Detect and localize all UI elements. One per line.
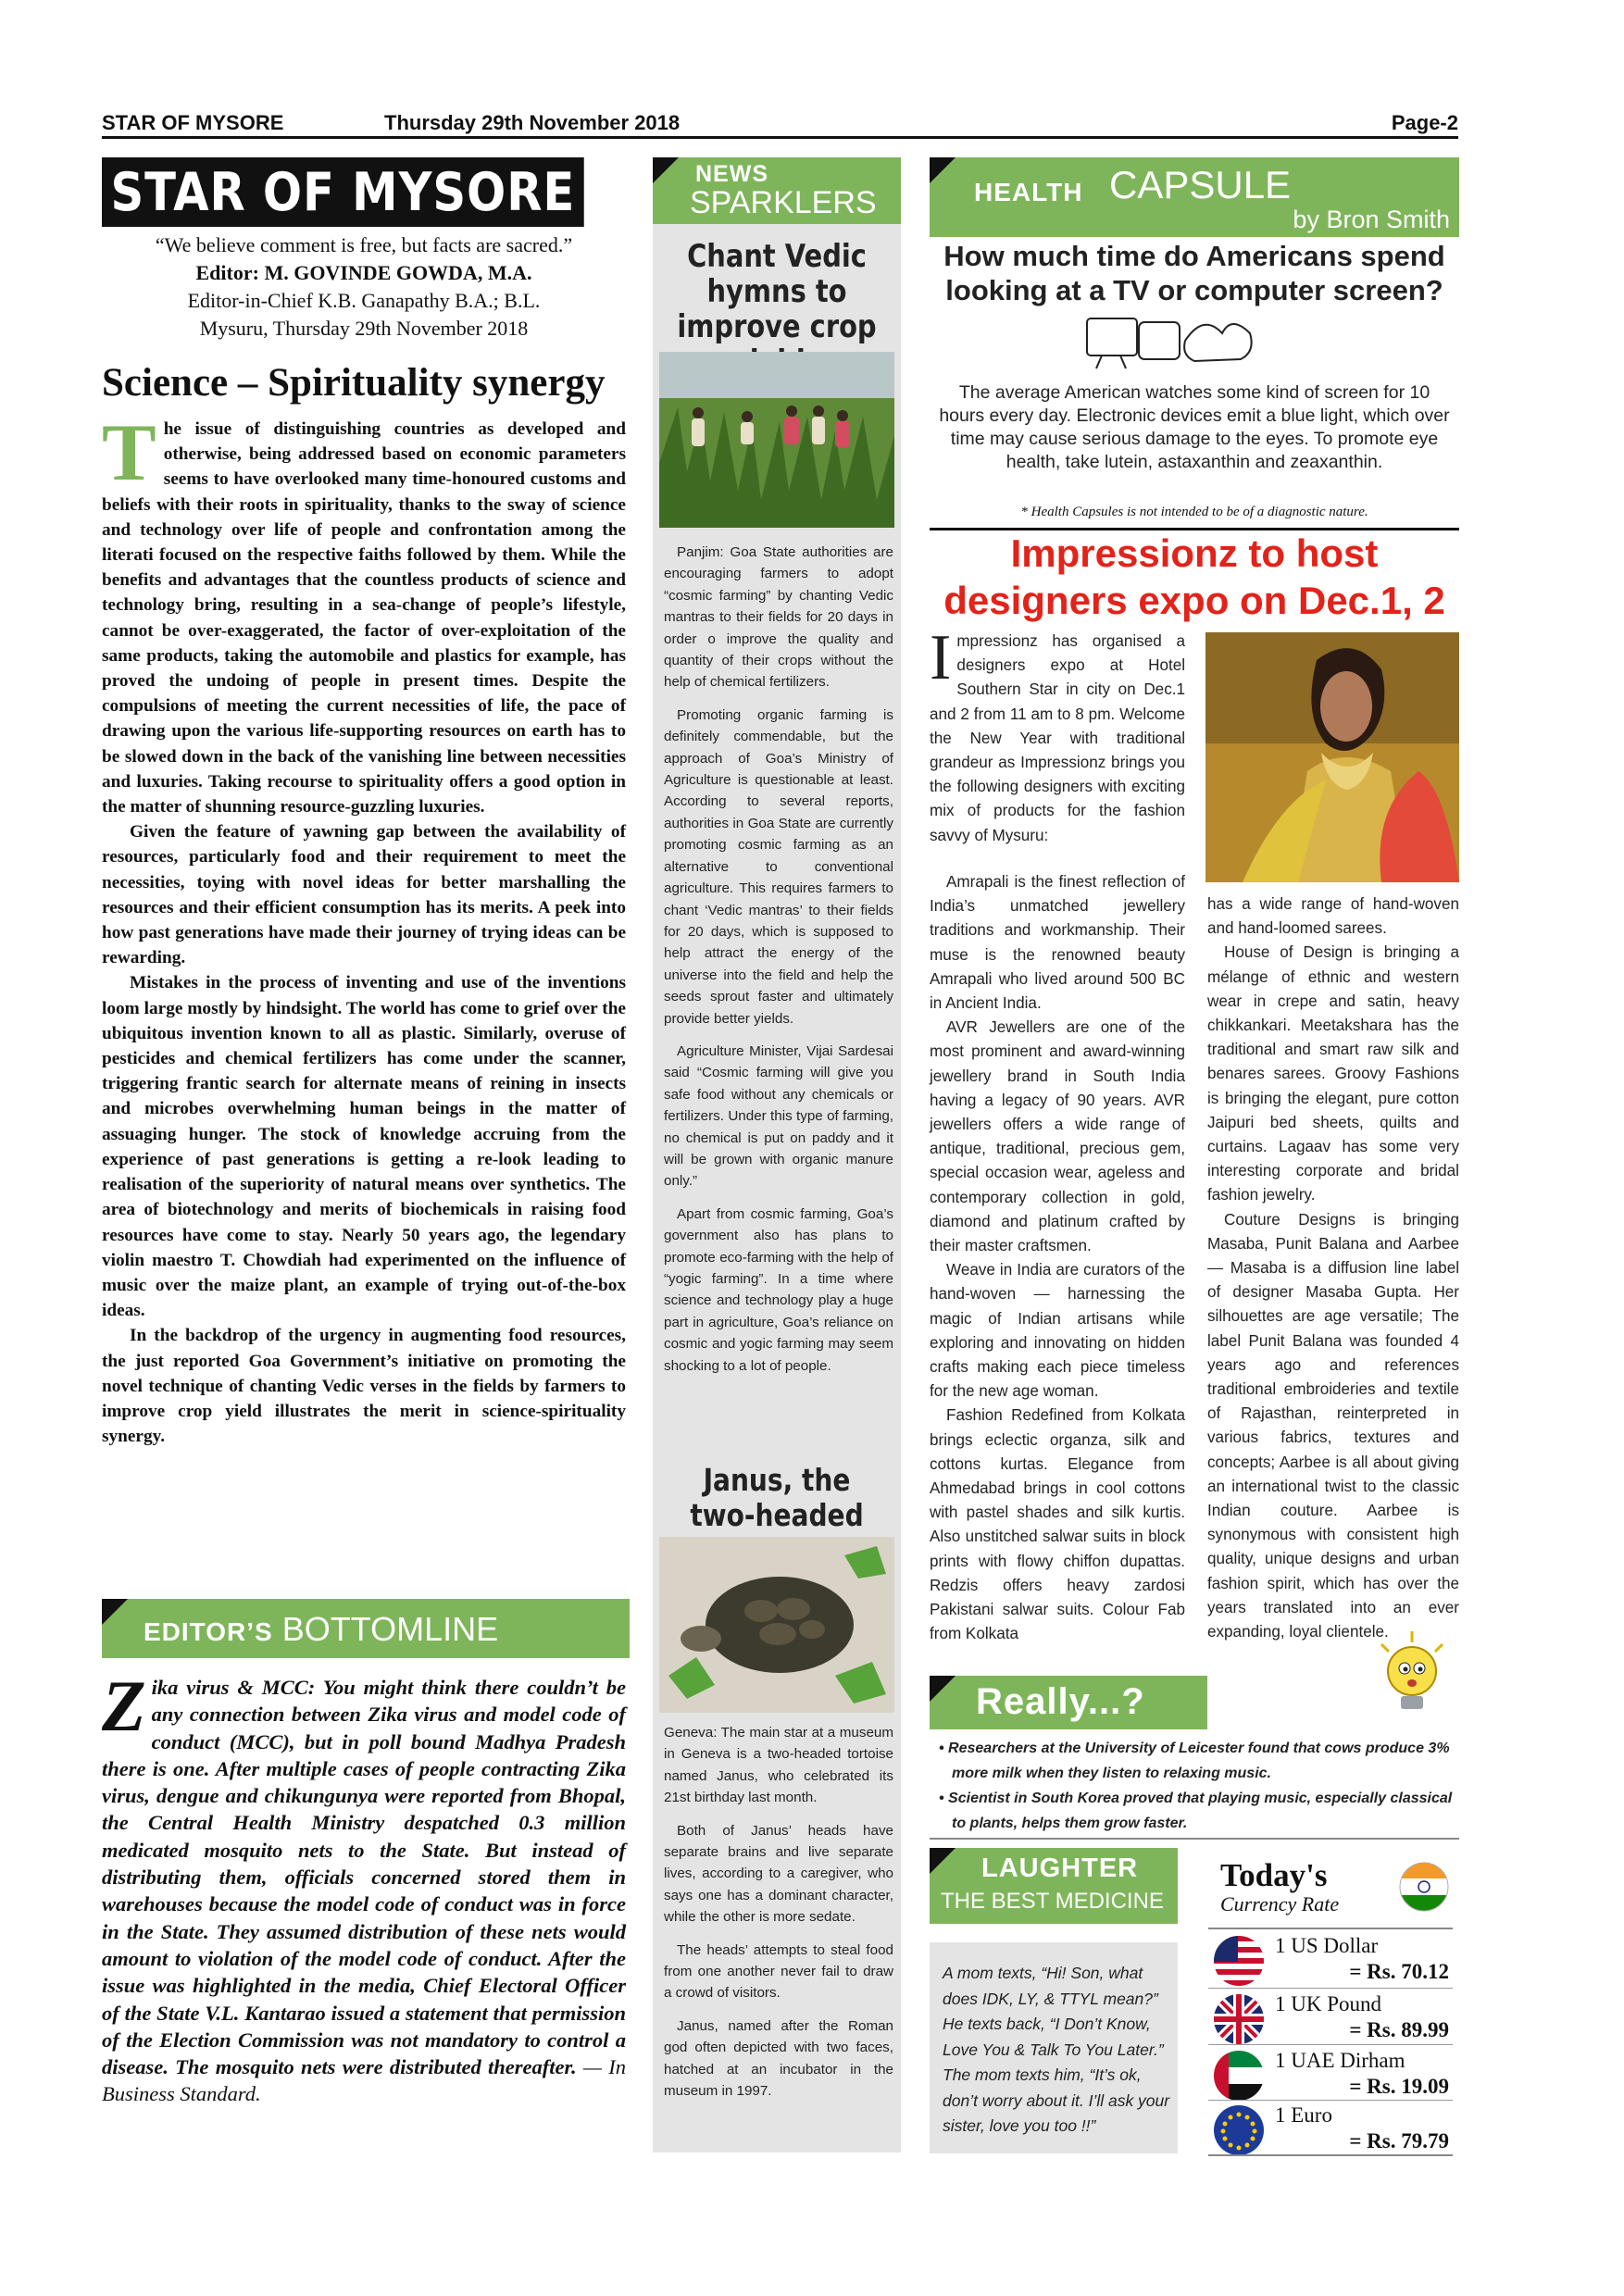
impressionz-col1: Amrapali is the finest reflection of India’s unmatched jewellery traditions and workmanship. Their muse is the renowned beauty Amrapali who lived around 500 BC in Ancient India. AVR Jewellers are one of the most prominent and award-winning jewellery brand in South India having a legacy of 90 years. AVR jewellers offers a wide range of antique, traditional, precious gem, special occasion wear, ageless and contemporary collection in gold, diamond and platinum crafted by their master craftsmen. Weave in India are curators of the hand-woven — harnessing the magic of Indian artisans while exploring and innovating on hidden crafts making each piece timeless for the new age woman. Fashion Redefined from Kolkata brings eclectic organza, silk and cottons kurtas. Elegance from Ahmedabad brings in cool cottons with pastel shades and silk kurtis. Also unstitched salwar suits in block prints with flowy chiffon dupattas. Redzis offers heavy zardosi Pakistani salwar suits. Colour Fab from Kolkata — [930, 873, 1185, 1643]
currency-row-aed: 1 UAE Dirham = Rs. 19.09 — [1208, 2045, 1453, 2101]
model-photo — [1206, 632, 1459, 882]
uae-flag-icon — [1214, 2051, 1264, 2101]
uk-flag-icon — [1214, 1994, 1264, 2044]
sparkler-headline-vedic: Chant Vedic hymns to improve crop — [677, 238, 877, 345]
currency-subtitle: Currency Rate — [1220, 1892, 1340, 1915]
health-body: The average American watches some kind of screen for 10 hours every day. Electronic devices emit a blue light, which over time may cause serious damage to the eyes. To promote eye health, take lutein, astaxanthin and zeaxanthin. — [939, 382, 1450, 472]
editorial-paragraph: he issue of distinguishing countries as developed and otherwise, being addressed based on economic parameters seems to have overlooked many time-honoured customs and beliefs with their roots in spirituality, thanks to the sway of science and technology over life of people and confrontation among the literati focused on the respective faiths followed by them. While the benefits and advantages that the countless products of science and technology bring, resulting in a sea-change of people’s lifestyle, cannot be over-exaggerated, the factor of over-exploitation of the same products, taking the automobile and plastics for example, has proved the undoing of people in present times. Despite the compulsions of meeting the current necessities of life, the pace of drawing upon the various life-supporting resources on earth has to be slowed down in the back of the vanishing line between necessities and luxuries. Taking recourse to spirituality offers a good option in the matter of shunning resource-guzzling luxuries. — [102, 419, 626, 817]
impressionz-intro: Impressionz has organised a designers expo at Hotel Southern Star in city on Dec.1 and 2 from 11 am to 8 pm. Welcome the New Year with traditional grandeur as Impressionz brings you the following designers with exciting mix of products for the fashion savvy of Mysuru: — [930, 622, 1185, 844]
bottomline-drop-cap: Z — [102, 1666, 146, 1746]
editorial-drop-cap: T — [102, 408, 156, 498]
masthead-editor: Editor: M. GOVINDE GOWDA, M.A. — [195, 261, 532, 284]
currency-row-usd: 1 US Dollar = Rs. 70.12 — [1208, 1930, 1453, 1986]
bottomline-text: Zika virus & MCC: You might think there couldn’t be any connection between Zika virus and model code of conduct (MCC), but in poll bound Madhya Pradesh there is one. After multiple cases of people contracting Zika virus, dengue and chikungunya were reported from Bhopal, the Central Health Ministry despatched 0.3 million medicated mosquito nets to the State. But instead of distributing them, officials concerned stored them in warehouses because the model code of conduct was in force in the State. They assumed distribution of these nets would amount to violation of the model code of conduct. After the issue was highlighted in the media, Chief Electoral Officer of the State V.L. Kantarao issued a statement that permission of the Election Commission was not mandatory to control a disease. The mosquito nets were distributed thereafter. — In Business Standard. — [102, 1666, 626, 2106]
header-paper-name: STAR OF MYSORE — [102, 111, 284, 134]
currency-title: Today's — [1220, 1857, 1328, 1893]
banner-corner-mark — [930, 157, 956, 183]
header-date: Thursday 29th November 2018 — [384, 111, 681, 134]
india-flag-icon — [1398, 1861, 1450, 1913]
banner-corner-mark — [653, 157, 679, 183]
impressionz-col2: has a wide range of hand-woven and hand-loomed sarees. House of Design is bringing a mélange of ethnic and western wear in crepe and satin, heavy chikkankari. Meetakshara has the traditional and smart raw silk and benares sarees. Groovy Fashions is bringing the elegant, pure cotton Jaipuri bed sheets, quilts and curtains. Lagaav has some very interesting corporate and bridal fashion jewelry. Couture Designs is bringing Masaba, Punit Balana and Aarbee — Masaba is a diffusion line label of designer Masaba Gupta. Her silhouettes are age versatile; The label Punit Balana was founded 4 years ago and references traditional embroideries and textile of Rajasthan, reinterpreted in various fabrics, textures and concepts; Aarbee is all about giving an international twist to the classic Indian couture. Aarbee is synonymous with consistent high quality, unique designs and urban fashion spirit, which has over the years translated into an ever expanding, loyal clientele. — [1207, 895, 1459, 1641]
turtle-photo — [659, 1537, 894, 1713]
sparkler-janus-body: Geneva: The main star at a museum in Geneva is a two-headed tortoise named Janus, who celebrated its 21st birthday last month. Both of Janus’ heads have separate brains and live separate lives, according to a caregiver, who says one has a dominant character, while the other is more sedate. The heads’ attempts to steal food from one another never fail to draw a crowd of visitors. Janus, named after the Roman god often depicted with two faces, hatched at an incubator in the museum in 1997. — [664, 1725, 893, 2100]
header-page-number: Page-2 — [1391, 111, 1458, 134]
health-capsule-banner: HEALTH CAPSULE by Bron Smith — [930, 157, 1459, 237]
impressionz-drop-cap: I — [930, 622, 952, 693]
header-rule — [102, 136, 1458, 139]
bottomline-source: — In Business Standard. — [102, 2055, 626, 2106]
editorial-body — [102, 408, 626, 1449]
really-rule — [930, 1838, 1459, 1840]
sparkler-vedic-body: Panjim: Goa State authorities are encouraging farmers to adopt “cosmic farming” by chanting Vedic mantras to their fields for 20 days in order o improve the quality and quantity of their crops without the help of chemical fertilizers. Promoting organic farming is definitely commendable, but the approach of Goa’s Ministry of Agriculture is questionable at least. According to several reports, authorities in Goa State are currently promoting cosmic farming as an alternative to conventional agriculture. This requires farmers to chant ‘Vedic mantras’ to their fields for 20 days, which is supposed to help attract the energy of the universe into the field and help the seeds sprout faster and ultimately provide better yields. Agriculture Minister, Vijai Sardesai said “Cosmic farming will give you safe food without any chemicals or fertilizers. Under this type of farming, no chemical is put on paddy and it will be grown with organic manure only.” Apart from cosmic farming, Goa’s government also has plans to promote eco-farming with the help of “yogic farming”. In a time where science and technology play a huge part in agriculture, Goa’s reliance on cosmic and yogic farming may seem shocking to a lot of people. — [664, 544, 893, 1374]
really-banner: Really...? — [930, 1676, 1207, 1729]
really-fact-item: • Researchers at the University of Leicester found that cows produce 3% more milk when they listen to relaxing music. — [939, 1741, 1450, 1781]
editorial-paragraph: Mistakes in the process of inventing and use of the inventions loom large mostly by hindsight. The world has come to grief over the ubiquitous invention known to all as plastic. Similarly, overuse of pesticides and chemical fertilizers has come under the scanner, triggering frantic search for alternate means of reining in insects and microbes overwhelming human beings in the matter of assuaging hunger. The stock of knowledge accruing from the experience of past generations is getting a re-look leading to realisation of the superiority of natural means over synthetics. The area of biotechnology and merits of biochemicals in raising food resources have come to stay. Nearly 50 years ago, the legendary violin maestro T. Chowdiah had experimented on the influence of music over the maize plant, an example of trying out-of-the-box ideas. — [102, 973, 626, 1321]
lightbulb-icon — [1370, 1629, 1454, 1722]
page-header — [102, 109, 1458, 137]
sparkler-headline-janus: Janus, the two-headed — [690, 1462, 864, 1533]
editorial-paragraph: In the backdrop of the urgency in augmenting food resources, the just reported Goa Government’s initiative on promoting the novel technique of chanting Vedic verses in the fields by farmers to improve crop yield illustrates the merit in science-spirituality synergy. — [102, 1326, 626, 1447]
masthead-dateline: Mysuru, Thursday 29th November 2018 — [199, 317, 529, 340]
currency-row-eur: 1 Euro = Rs. 79.79 — [1208, 2100, 1453, 2155]
banner-corner-mark — [930, 1676, 956, 1702]
health-byline: by Bron Smith — [1293, 206, 1450, 233]
masthead-logo: STAR OF MYSORE — [102, 157, 584, 227]
currency-divider — [1208, 1928, 1453, 1929]
tv-cartoon-icon — [1083, 313, 1259, 376]
news-sparklers-banner: NEWS SPARKLERS — [653, 157, 901, 224]
editorial-title: Science – Spirituality synergy — [102, 361, 606, 405]
health-question: How much time do Americans spend looking at a TV or computer screen? — [943, 240, 1445, 306]
editorial-paragraph: Given the feature of yawning gap between the availability of resources, particularly food and their requirement to meet the necessities, toying with novel ideas for better marshalling the resources and their efficient consumption has its merits. A peek into how past generations have made their journey of trying ideas can be rewarding. — [102, 822, 626, 968]
editors-bottomline-banner: EDITOR’S BOTTOMLINE — [102, 1599, 630, 1658]
currency-row-gbp: 1 UK Pound = Rs. 89.99 — [1208, 1989, 1453, 2044]
laughter-banner: LAUGHTER THE BEST MEDICINE — [930, 1848, 1178, 1924]
really-facts — [930, 1736, 1459, 1836]
laughter-joke: A mom texts, “Hi! Son, what does IDK, LY, & TTYL mean?” He texts back, “I Don’t Know, Love You & Talk To You Later.” The mom texts him, “It’s ok, don’t worry about it. I’ll ask your sister, love you too !!” — [943, 1964, 1170, 2135]
impressionz-headline: Impressionz to host designers expo on Dec.1, 2 — [943, 531, 1445, 622]
really-fact-item: • Scientist in South Korea proved that playing music, especially classical to plants, helps them grow faster. — [939, 1791, 1453, 1831]
eu-flag-icon — [1214, 2105, 1264, 2155]
crop-field-photo — [659, 352, 894, 528]
masthead-credo: “We believe comment is free, but facts are sacred.” — [155, 233, 573, 256]
usa-flag-icon — [1214, 1936, 1264, 1986]
banner-corner-mark — [930, 1848, 956, 1874]
masthead-editor-in-chief: Editor-in-Chief K.B. Ganapathy B.A.; B.L. — [187, 289, 541, 312]
banner-corner-mark — [102, 1599, 128, 1625]
health-note: * Health Capsules is not intended to be of a diagnostic nature. — [1020, 505, 1368, 519]
currency-divider — [1208, 2154, 1453, 2156]
